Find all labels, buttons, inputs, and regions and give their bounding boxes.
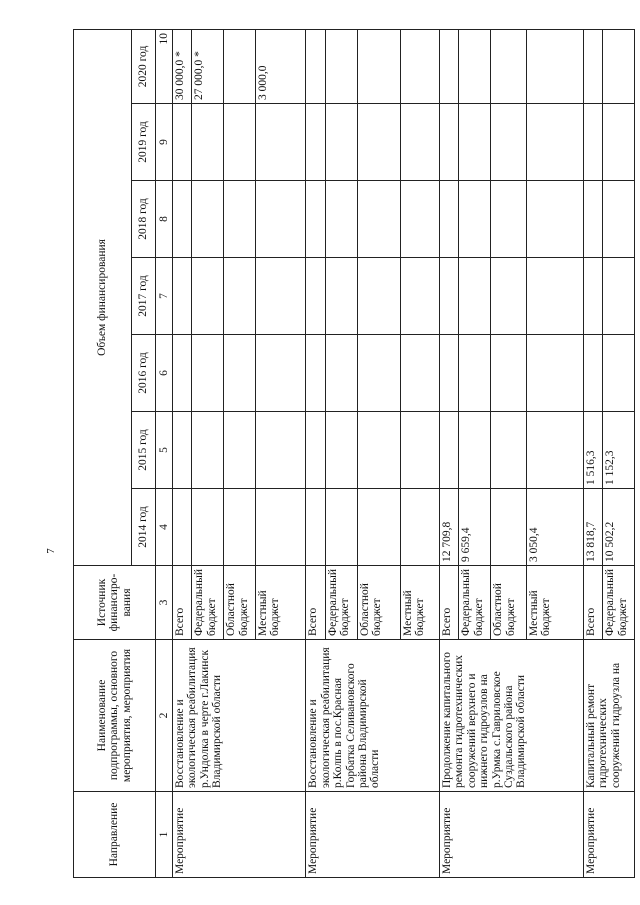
value-cell [491,412,526,489]
value-cell [256,335,306,412]
row-source: Федеральный бюджет [459,566,491,640]
col-number: 4 [156,489,173,566]
value-cell [357,489,400,566]
row-source: Местный бюджет [401,566,440,640]
value-cell [401,104,440,181]
value-cell [526,335,583,412]
value-cell [439,181,458,258]
header-year: 2020 год [132,29,156,103]
header-year: 2019 год [132,104,156,181]
value-cell [325,29,357,103]
value-cell [526,412,583,489]
value-cell [224,29,256,103]
row-direction: Мероприятие [173,792,306,878]
value-cell [459,335,491,412]
value-cell [173,104,192,181]
value-cell [459,104,491,181]
row-source: Федеральный бюджет [603,566,635,640]
value-cell [306,335,325,412]
value-cell: 12 709,8 [439,489,458,566]
value-cell [401,335,440,412]
page-number: 7 [44,548,57,554]
value-cell [439,335,458,412]
value-cell [224,489,256,566]
value-cell [357,104,400,181]
value-cell [173,412,192,489]
value-cell [439,412,458,489]
value-cell [325,258,357,335]
row-source: Местный бюджет [526,566,583,640]
header-name: Наименование подпрограммы, основного мероприятия, мероприятия [74,640,156,792]
row-source: Областной бюджет [357,566,400,640]
header-year: 2015 год [132,412,156,489]
value-cell [401,181,440,258]
value-cell [224,335,256,412]
value-cell [325,489,357,566]
table-row [583,29,602,877]
value-cell [583,181,602,258]
value-cell [306,29,325,103]
value-cell [357,412,400,489]
value-cell [192,181,224,258]
value-cell [491,258,526,335]
col-number: 5 [156,412,173,489]
row-source: Всего [306,566,325,640]
value-cell [325,104,357,181]
value-cell [173,181,192,258]
value-cell: 30 000,0 * [173,29,192,103]
value-cell [526,181,583,258]
col-number: 2 [156,640,173,792]
value-cell [325,181,357,258]
value-cell [603,335,635,412]
value-cell [526,258,583,335]
value-cell [583,29,602,103]
value-cell: 10 502,2 [603,489,635,566]
value-cell [192,258,224,335]
value-cell [603,258,635,335]
value-cell [224,181,256,258]
value-cell [583,258,602,335]
value-cell [401,489,440,566]
value-cell [306,104,325,181]
row-direction: Мероприятие [439,792,583,878]
value-cell [192,412,224,489]
value-cell [357,335,400,412]
row-name: Восстановление и экологическая реабилитация р.Колпь в пос.Красная Горбатка Селивановского района Владимирской области [306,640,440,792]
value-cell [173,258,192,335]
table-row [173,29,192,877]
value-cell [491,335,526,412]
header-year: 2014 год [132,489,156,566]
row-name: Продолжение капитального ремонта гидротехнических сооружений верхнего и нижнего гидроузлов на р.Урмка с.Гавриловское Суздальского района Владимирской области [439,640,583,792]
value-cell [401,258,440,335]
value-cell [192,489,224,566]
row-source: Всего [583,566,602,640]
value-cell [256,104,306,181]
value-cell [325,335,357,412]
value-cell: 3 050,4 [526,489,583,566]
value-cell [256,412,306,489]
value-cell [491,29,526,103]
col-number: 1 [156,792,173,878]
value-cell [459,258,491,335]
value-cell [306,258,325,335]
row-source: Федеральный бюджет [192,566,224,640]
row-direction: Мероприятие [306,792,440,878]
value-cell [306,181,325,258]
value-cell [459,412,491,489]
value-cell [357,258,400,335]
value-cell [224,258,256,335]
value-cell [325,412,357,489]
funding-table [73,29,635,878]
row-source: Всего [439,566,458,640]
header-year: 2016 год [132,335,156,412]
value-cell [583,335,602,412]
value-cell: 13 818,7 [583,489,602,566]
row-source: Федеральный бюджет [325,566,357,640]
value-cell [439,29,458,103]
row-direction: Мероприятие [583,792,634,878]
col-number: 3 [156,566,173,640]
value-cell [439,104,458,181]
value-cell [306,412,325,489]
value-cell [401,29,440,103]
table-row [439,29,458,877]
value-cell [306,489,325,566]
value-cell [256,258,306,335]
value-cell [401,412,440,489]
row-name: Восстановление и экологическая реабилитация р.Ундолка в черте г.Лакинск Владимирской области [173,640,306,792]
value-cell: 9 659,4 [459,489,491,566]
value-cell: 1 516,3 [583,412,602,489]
value-cell [526,104,583,181]
value-cell [256,181,306,258]
value-cell: 3 000,0 [256,29,306,103]
row-name: Капитальный ремонт гидротехнических сооружений гидроузла на [583,640,634,792]
col-number: 8 [156,181,173,258]
header-direction: Направление [74,792,156,878]
row-source: Местный бюджет [256,566,306,640]
value-cell [192,335,224,412]
value-cell [173,335,192,412]
value-cell [603,29,635,103]
row-source: Областной бюджет [224,566,256,640]
value-cell [192,104,224,181]
table-row [306,29,325,877]
value-cell [173,489,192,566]
col-number: 6 [156,335,173,412]
value-cell [357,181,400,258]
value-cell [357,29,400,103]
row-source: Всего [173,566,192,640]
value-cell [603,104,635,181]
value-cell: 1 152,3 [603,412,635,489]
value-cell [526,29,583,103]
rotated-table-container [73,30,635,878]
table-body [173,29,635,877]
value-cell [224,104,256,181]
value-cell [459,29,491,103]
value-cell [439,258,458,335]
header-year: 2017 год [132,258,156,335]
row-source: Областной бюджет [491,566,526,640]
value-cell: 27 000,0 * [192,29,224,103]
value-cell [491,181,526,258]
header-volume: Объем финансирования [74,29,132,565]
value-cell [459,181,491,258]
value-cell [224,412,256,489]
col-number: 10 [156,29,173,103]
col-number: 9 [156,104,173,181]
value-cell [603,181,635,258]
value-cell [491,489,526,566]
col-number: 7 [156,258,173,335]
header-source: Источник финансиро-вания [74,566,156,640]
value-cell [491,104,526,181]
header-year: 2018 год [132,181,156,258]
value-cell [583,104,602,181]
value-cell [256,489,306,566]
